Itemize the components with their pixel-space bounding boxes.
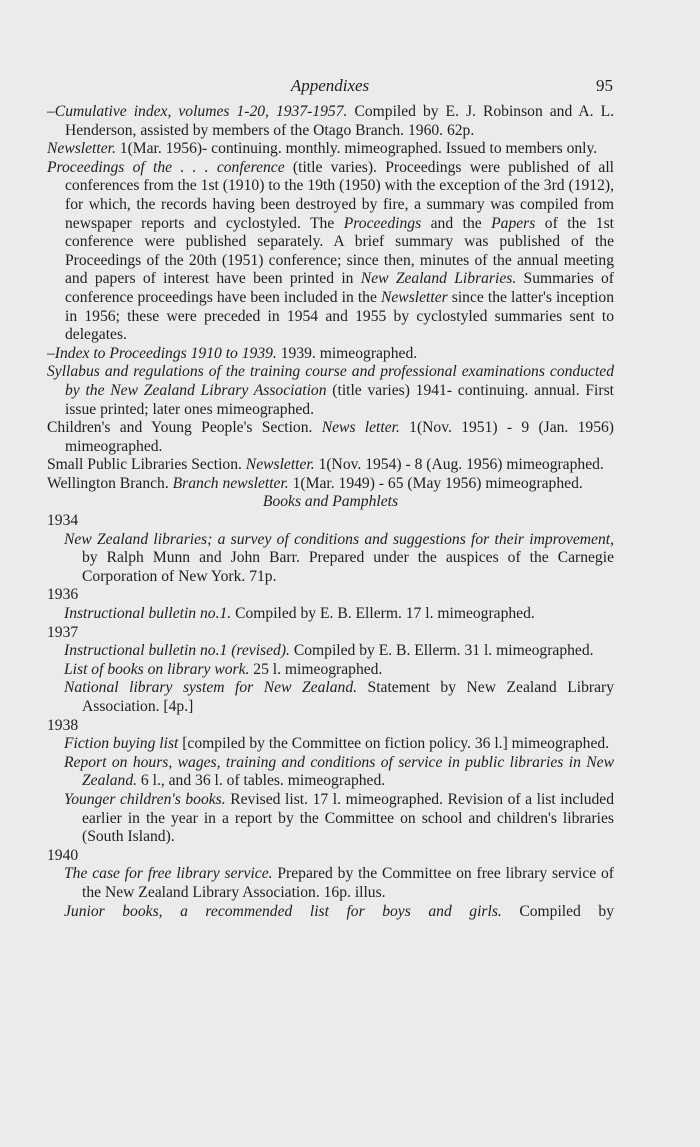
bibliography-entry bbox=[47, 475, 614, 494]
bibliography-entry bbox=[47, 363, 614, 419]
entry-text: [compiled by the Committee on fiction policy. 36 l.] mimeographed. bbox=[178, 735, 610, 753]
entry-text: (title varies). Proceedings were published of all conferences from the 1st (1910) to the 19th (1950) with the exception of the 3rd (1912), for which, the records having been destroyed by fire, a summary was compiled from newspaper reports and cyclostyled. The bbox=[65, 158, 615, 232]
entry-text: Compiled by bbox=[501, 902, 614, 920]
entry-title: Instructional bulletin no.1 (revised). bbox=[64, 642, 290, 660]
bibliography-entry bbox=[47, 103, 614, 140]
page-body bbox=[47, 103, 614, 921]
entry-title: Instructional bulletin no.1. bbox=[64, 605, 232, 623]
bibliography-entry bbox=[47, 903, 614, 922]
section-heading: Books and Pamphlets bbox=[262, 493, 399, 511]
year-heading: 1937 bbox=[47, 623, 79, 641]
entry-title: Syllabus and regulations of the training course and professional examinations conducted by the New Zealand Library Association bbox=[47, 363, 614, 399]
periodicals-list bbox=[47, 103, 614, 493]
year-heading: 1934 bbox=[47, 512, 79, 530]
entry-title: –Cumulative index, volumes 1-20, 1937-1957. bbox=[47, 103, 348, 120]
bibliography-entry bbox=[47, 456, 614, 475]
entry-title: National library system for New Zealand. bbox=[64, 679, 358, 697]
entry-text: 6 l., and 36 l. of tables. mimeographed. bbox=[137, 772, 386, 790]
bibliography-entry bbox=[47, 754, 614, 791]
entry-text: Revised list. 17 l. mimeographed. Revision of a list included earlier in the year in a report by the Committee on school and children's libraries (South Island). bbox=[82, 790, 614, 846]
entry-text: and the bbox=[421, 214, 492, 232]
entry-text: Compiled by E. B. Ellerm. 17 l. mimeographed. bbox=[231, 605, 535, 623]
year-heading: 1938 bbox=[47, 716, 79, 734]
bibliography-entry bbox=[47, 679, 614, 716]
entry-title: New Zealand Libraries. bbox=[360, 270, 517, 288]
bibliography-entry bbox=[47, 642, 614, 661]
entry-title: Proceedings of the . . . conference bbox=[47, 158, 285, 176]
page-header bbox=[0, 76, 700, 100]
entry-text: since the latter's inception in 1956; these were preceded in 1954 and 1955 by cyclostyled summaries sent to delegates. bbox=[65, 288, 615, 344]
entry-text: Summaries of conference proceedings have been included in the bbox=[65, 270, 615, 306]
entry-title: –Index to Proceedings 1910 to 1939. bbox=[47, 344, 277, 362]
entry-title: Newsletter bbox=[380, 288, 448, 306]
entry-text: 1(Nov. 1951) - 9 (Jan. 1956) mimeographed. bbox=[65, 419, 614, 455]
bibliography-entry bbox=[47, 345, 614, 364]
entry-text: Compiled by E. B. Ellerm. 31 l. mimeographed. bbox=[289, 642, 594, 660]
bibliography-entry bbox=[47, 605, 614, 624]
entry-text: by Ralph Munn and John Barr. Prepared under the auspices of the Carnegie Corporation of New York. 71p. bbox=[82, 549, 614, 585]
page-number: 95 bbox=[596, 76, 613, 95]
entry-title: Newsletter. bbox=[47, 140, 116, 158]
entry-text: 1(Nov. 1954) - 8 (Aug. 1956) mimeographed. bbox=[314, 456, 604, 474]
entry-text: 1(Mar. 1956)- continuing. monthly. mimeographed. Issued to members only. bbox=[115, 140, 598, 158]
bibliography-entry bbox=[47, 791, 614, 847]
entry-text: Compiled by E. J. Robinson and A. L. Henderson, assisted by members of the Otago Branch. 1960. 62p. bbox=[65, 103, 615, 139]
entry-title: Junior books, a recommended list for boys and girls. bbox=[64, 902, 502, 920]
entry-text: (title varies) 1941- continuing. annual. First issue printed; later ones mimeographed. bbox=[65, 381, 614, 418]
entry-text: 25 l. mimeographed. bbox=[249, 660, 383, 678]
bibliography-entry bbox=[47, 419, 614, 456]
bibliography-entry bbox=[47, 661, 614, 680]
entry-title: Fiction buying list bbox=[64, 735, 179, 753]
entry-text: Wellington Branch. bbox=[47, 474, 173, 492]
entry-title: Proceedings bbox=[343, 214, 422, 232]
entry-title: New Zealand libraries; a survey of conditions and suggestions for their improvement, bbox=[64, 530, 614, 548]
entry-text: 1(Mar. 1949) - 65 (May 1956) mimeographed. bbox=[288, 474, 583, 492]
entry-title: News letter. bbox=[321, 419, 400, 437]
bibliography-entry bbox=[47, 865, 614, 902]
year-heading: 1940 bbox=[47, 846, 79, 864]
entry-text: Statement by New Zealand Library Association. [4p.] bbox=[82, 679, 614, 715]
entry-text: Small Public Libraries Section. bbox=[47, 456, 246, 474]
entry-text: of the 1st conference were published separately. A brief summary was published of the Proceedings of the 20th (1951) conference; since then, minutes of the annual meeting and papers of interest have been printed in bbox=[65, 214, 614, 288]
entry-text: 1939. mimeographed. bbox=[276, 344, 418, 362]
entry-title: Younger children's books. bbox=[64, 790, 226, 808]
bibliography-entry bbox=[47, 735, 614, 754]
entry-title: Report on hours, wages, training and conditions of service in public libraries in New Zealand. bbox=[64, 753, 614, 790]
entry-title: The case for free library service. bbox=[64, 865, 273, 883]
entry-title: List of books on library work. bbox=[64, 660, 250, 678]
entry-title: Branch newsletter. bbox=[172, 474, 289, 492]
year-heading: 1936 bbox=[47, 586, 79, 604]
entry-text: Prepared by the Committee on free library service of the New Zealand Library Association. 16p. illus. bbox=[82, 865, 614, 901]
bibliography-entry bbox=[47, 159, 614, 345]
bibliography-entry bbox=[47, 531, 614, 587]
entry-title: Newsletter. bbox=[245, 456, 315, 474]
entry-text: Children's and Young People's Section. bbox=[47, 419, 322, 437]
books-by-year bbox=[47, 512, 614, 921]
running-title: Appendixes bbox=[290, 76, 370, 95]
bibliography-entry bbox=[47, 140, 614, 159]
entry-title: Papers bbox=[491, 214, 536, 232]
